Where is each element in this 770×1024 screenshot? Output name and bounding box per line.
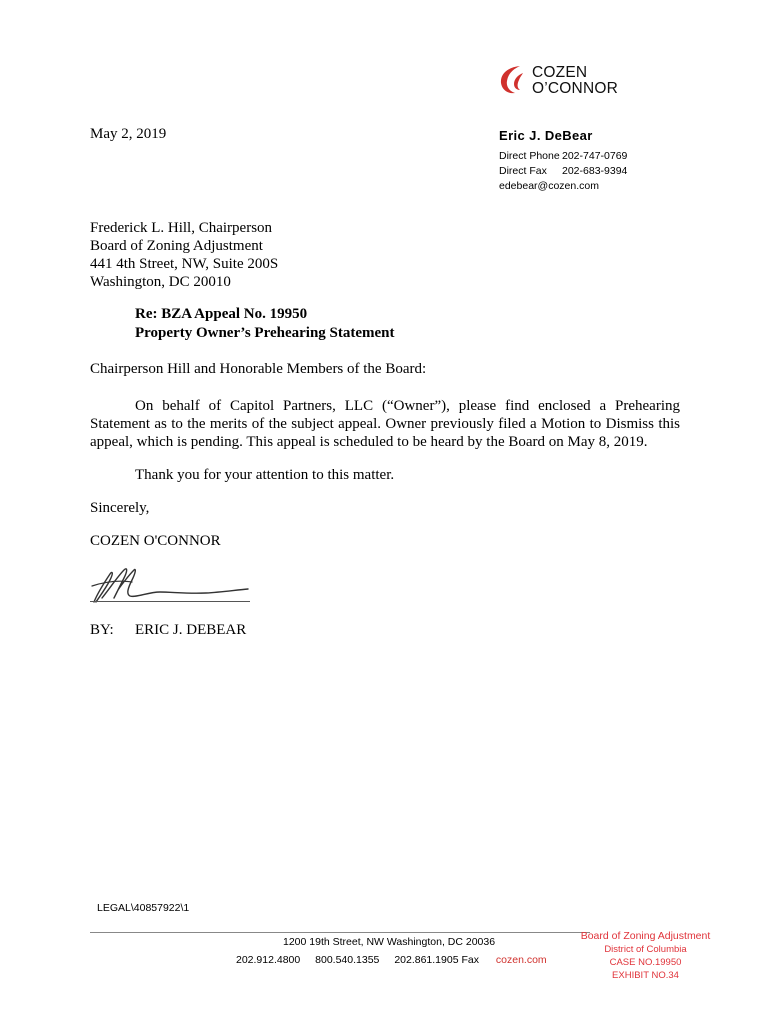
phone-value: 202-747-0769	[562, 150, 628, 162]
salutation: Chairperson Hill and Honorable Members of the Board:	[90, 361, 427, 377]
subject-line-2: Property Owner’s Prehearing Statement	[135, 325, 395, 341]
stamp-line-4: EXHIBIT NO.34	[612, 970, 679, 981]
stamp-line-1: Board of Zoning Adjustment	[580, 930, 711, 942]
recipient-line: Board of Zoning Adjustment	[90, 238, 263, 254]
fax-label: Direct Fax	[499, 165, 547, 177]
cozen-swoosh-icon	[498, 64, 528, 96]
phone-label: Direct Phone	[499, 150, 560, 162]
fax-value: 202-683-9394	[562, 165, 628, 177]
footer-phone: 202.912.4800	[236, 954, 301, 966]
recipient-line: Frederick L. Hill, Chairperson	[90, 220, 273, 236]
stamp-line-3: CASE NO.19950	[609, 957, 682, 968]
stamp-line-2: District of Columbia	[604, 944, 687, 955]
sender-fax-row	[499, 164, 627, 179]
sender-phone-row	[499, 149, 627, 164]
document-id: LEGAL\40857922\1	[97, 902, 190, 914]
exhibit-stamp	[578, 929, 713, 982]
subject-line-1: Re: BZA Appeal No. 19950	[135, 306, 308, 322]
logo-line-2: O’CONNOR	[532, 79, 618, 97]
closing: Sincerely,	[90, 500, 150, 516]
body-paragraph-1: On behalf of Capitol Partners, LLC (“Owner”), please find enclosed a Prehearing Statement as to the merits of the subject appeal. Owner previously filed a Motion to Dismiss this appeal, which is pending. This appeal is scheduled to be heard by the Board on May 8, 2019.	[90, 398, 680, 450]
subject-block	[135, 305, 395, 343]
sender-block	[499, 128, 627, 194]
signature-line	[90, 601, 250, 602]
letter-date: May 2, 2019	[90, 126, 167, 142]
footer-tollfree: 800.540.1355	[315, 954, 380, 966]
sender-email: edebear@cozen.com	[499, 180, 599, 192]
signer-name: ERIC J. DEBEAR	[135, 622, 247, 638]
footer-fax: 202.861.1905 Fax	[394, 954, 479, 966]
by-label: BY:	[90, 622, 114, 638]
footer-address: 1200 19th Street, NW Washington, DC 20036	[283, 936, 496, 948]
recipient-line: Washington, DC 20010	[90, 274, 231, 290]
recipient-line: 441 4th Street, NW, Suite 200S	[90, 256, 279, 272]
firm-name: COZEN O'CONNOR	[90, 533, 221, 549]
logo-line-1: COZEN	[532, 64, 588, 81]
footer-website-link[interactable]: cozen.com	[495, 954, 547, 966]
footer-contacts	[236, 954, 547, 966]
footer-divider	[90, 932, 590, 933]
firm-logo	[498, 64, 638, 98]
body-paragraph-2: Thank you for your attention to this matter.	[135, 467, 395, 483]
recipient-address	[90, 219, 278, 291]
sender-name: Eric J. DeBear	[499, 128, 593, 143]
